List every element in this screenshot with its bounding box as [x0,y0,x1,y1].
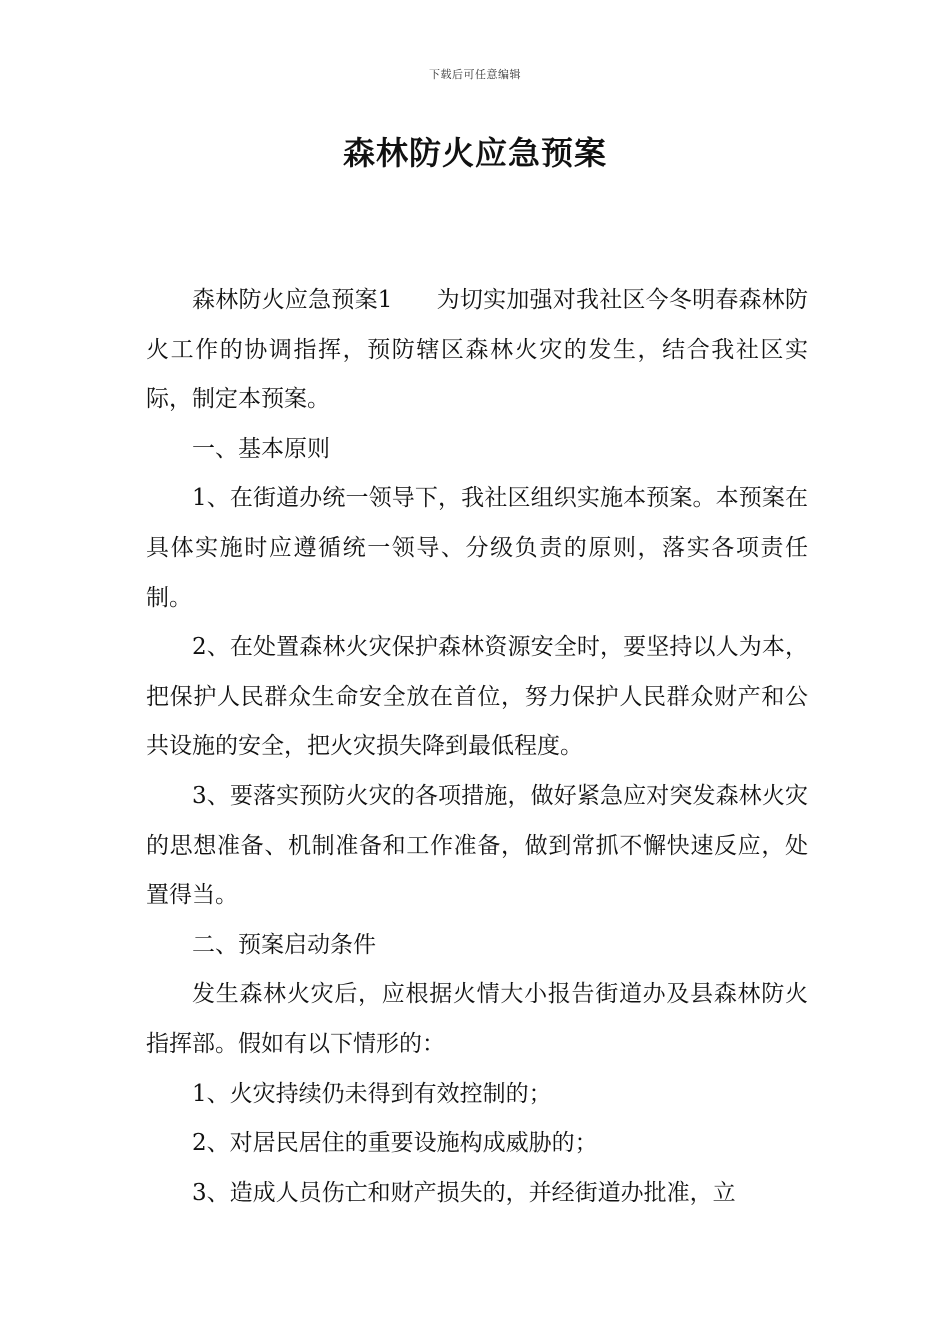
principle-2: 2、在处置森林火灾保护森林资源安全时，要坚持以人为本，把保护人民群众生命安全放在首位，努力保护人民群众财产和公共设施的安全，把火灾损失降到最低程度。 [146,634,808,760]
intro-text: 为切实加强对我社区今冬明春森林防火工作的协调指挥，预防辖区森林火灾的发生，结合我社区实际，制定本预案。 [146,287,808,413]
section-label: 森林防火应急预案1 [192,287,393,313]
condition-1: 1、火灾持续仍未得到有效控制的； [192,1080,552,1107]
condition-2: 2、对居民居住的重要设施构成威胁的； [192,1130,598,1157]
heading-activation-conditions: 二、预案启动条件 [192,931,376,958]
principle-1: 1、在街道办统一领导下，我社区组织实施本预案。本预案在具体实施时应遵循统一领导、分级负责的原则，落实各项责任制。 [146,485,808,611]
heading-basic-principles: 一、基本原则 [192,435,330,462]
activation-intro: 发生森林火灾后，应根据火情大小报告街道办及县森林防火指挥部。假如有以下情形的： [146,981,808,1057]
principle-3: 3、要落实预防火灾的各项措施，做好紧急应对突发森林火灾的思想准备、机制准备和工作准备，做到常抓不懈快速反应，处置得当。 [146,782,808,909]
intro-paragraph [146,276,808,425]
condition-3: 3、造成人员伤亡和财产损失的，并经街道办批准，立 [192,1179,736,1206]
header-note: 下载后可任意编辑 [429,68,521,81]
document-title: 森林防火应急预案 [342,134,607,172]
document-body [146,276,808,1218]
